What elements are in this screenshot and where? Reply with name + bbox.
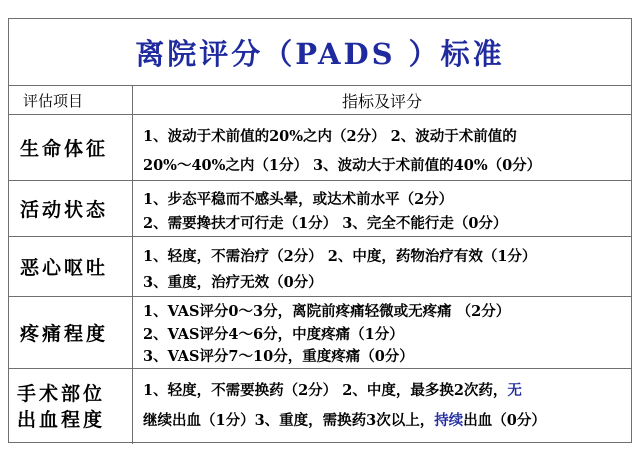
- header-row: [9, 86, 631, 115]
- criteria-text: 继续出血: [143, 412, 201, 429]
- criteria-text-highlight: 无: [507, 382, 522, 399]
- criteria-line: 1、轻度，不需治疗（2分） 2、中度，药物治疗有效（1分）: [143, 248, 537, 265]
- criteria-line: 20%～40%之内（1分） 3、波动大于术前值的40%（0分）: [143, 157, 542, 174]
- criteria-line: 3、VAS评分7～10分，重度疼痛（0分）: [143, 348, 414, 365]
- table-row: [9, 369, 631, 444]
- criteria-line: 2、需要搀扶才可行走（1分） 3、完全不能行走（0分）: [143, 215, 508, 232]
- row-item-label: 疼痛程度: [20, 323, 109, 345]
- table-title: [9, 19, 631, 86]
- criteria-text-highlight: 持续: [434, 412, 464, 429]
- criteria-text: （1分）3、重度，需换药3次以上，: [201, 412, 435, 429]
- criteria-line: 1、波动于术前值的20%之内（2分） 2、波动于术前值的: [143, 128, 517, 145]
- table-row: [9, 237, 631, 297]
- criteria-line: 1、步态平稳而不感头晕，或达术前水平（2分）: [143, 191, 454, 208]
- criteria-line: 2、VAS评分4～6分，中度疼痛（1分）: [143, 326, 404, 343]
- table-row: [9, 181, 631, 237]
- row-item-label: 生命体征: [20, 138, 109, 160]
- table-row: [9, 297, 631, 369]
- criteria-text: 出血（0分）: [463, 412, 546, 429]
- criteria-text: 1、轻度，不需要换药（2分） 2、中度，最多换2次药，: [143, 382, 508, 399]
- criteria-line: [143, 379, 522, 400]
- pads-table: [8, 18, 632, 443]
- row-item-label: 恶心呕吐: [20, 257, 109, 279]
- row-item-label: 活动状态: [20, 199, 109, 221]
- criteria-line: 1、VAS评分0～3分，离院前疼痛轻微或无疼痛 （2分）: [143, 303, 511, 320]
- criteria-line: [143, 409, 546, 430]
- criteria-line: 3、重度，治疗无效（0分）: [143, 274, 323, 291]
- header-criteria: 指标及评分: [341, 91, 422, 111]
- row-item-label: 手术部位出血程度: [17, 382, 106, 431]
- header-item: 评估项目: [9, 86, 133, 114]
- table-row: [9, 115, 631, 181]
- title-text: 离院评分（PADS ）标准: [135, 36, 505, 71]
